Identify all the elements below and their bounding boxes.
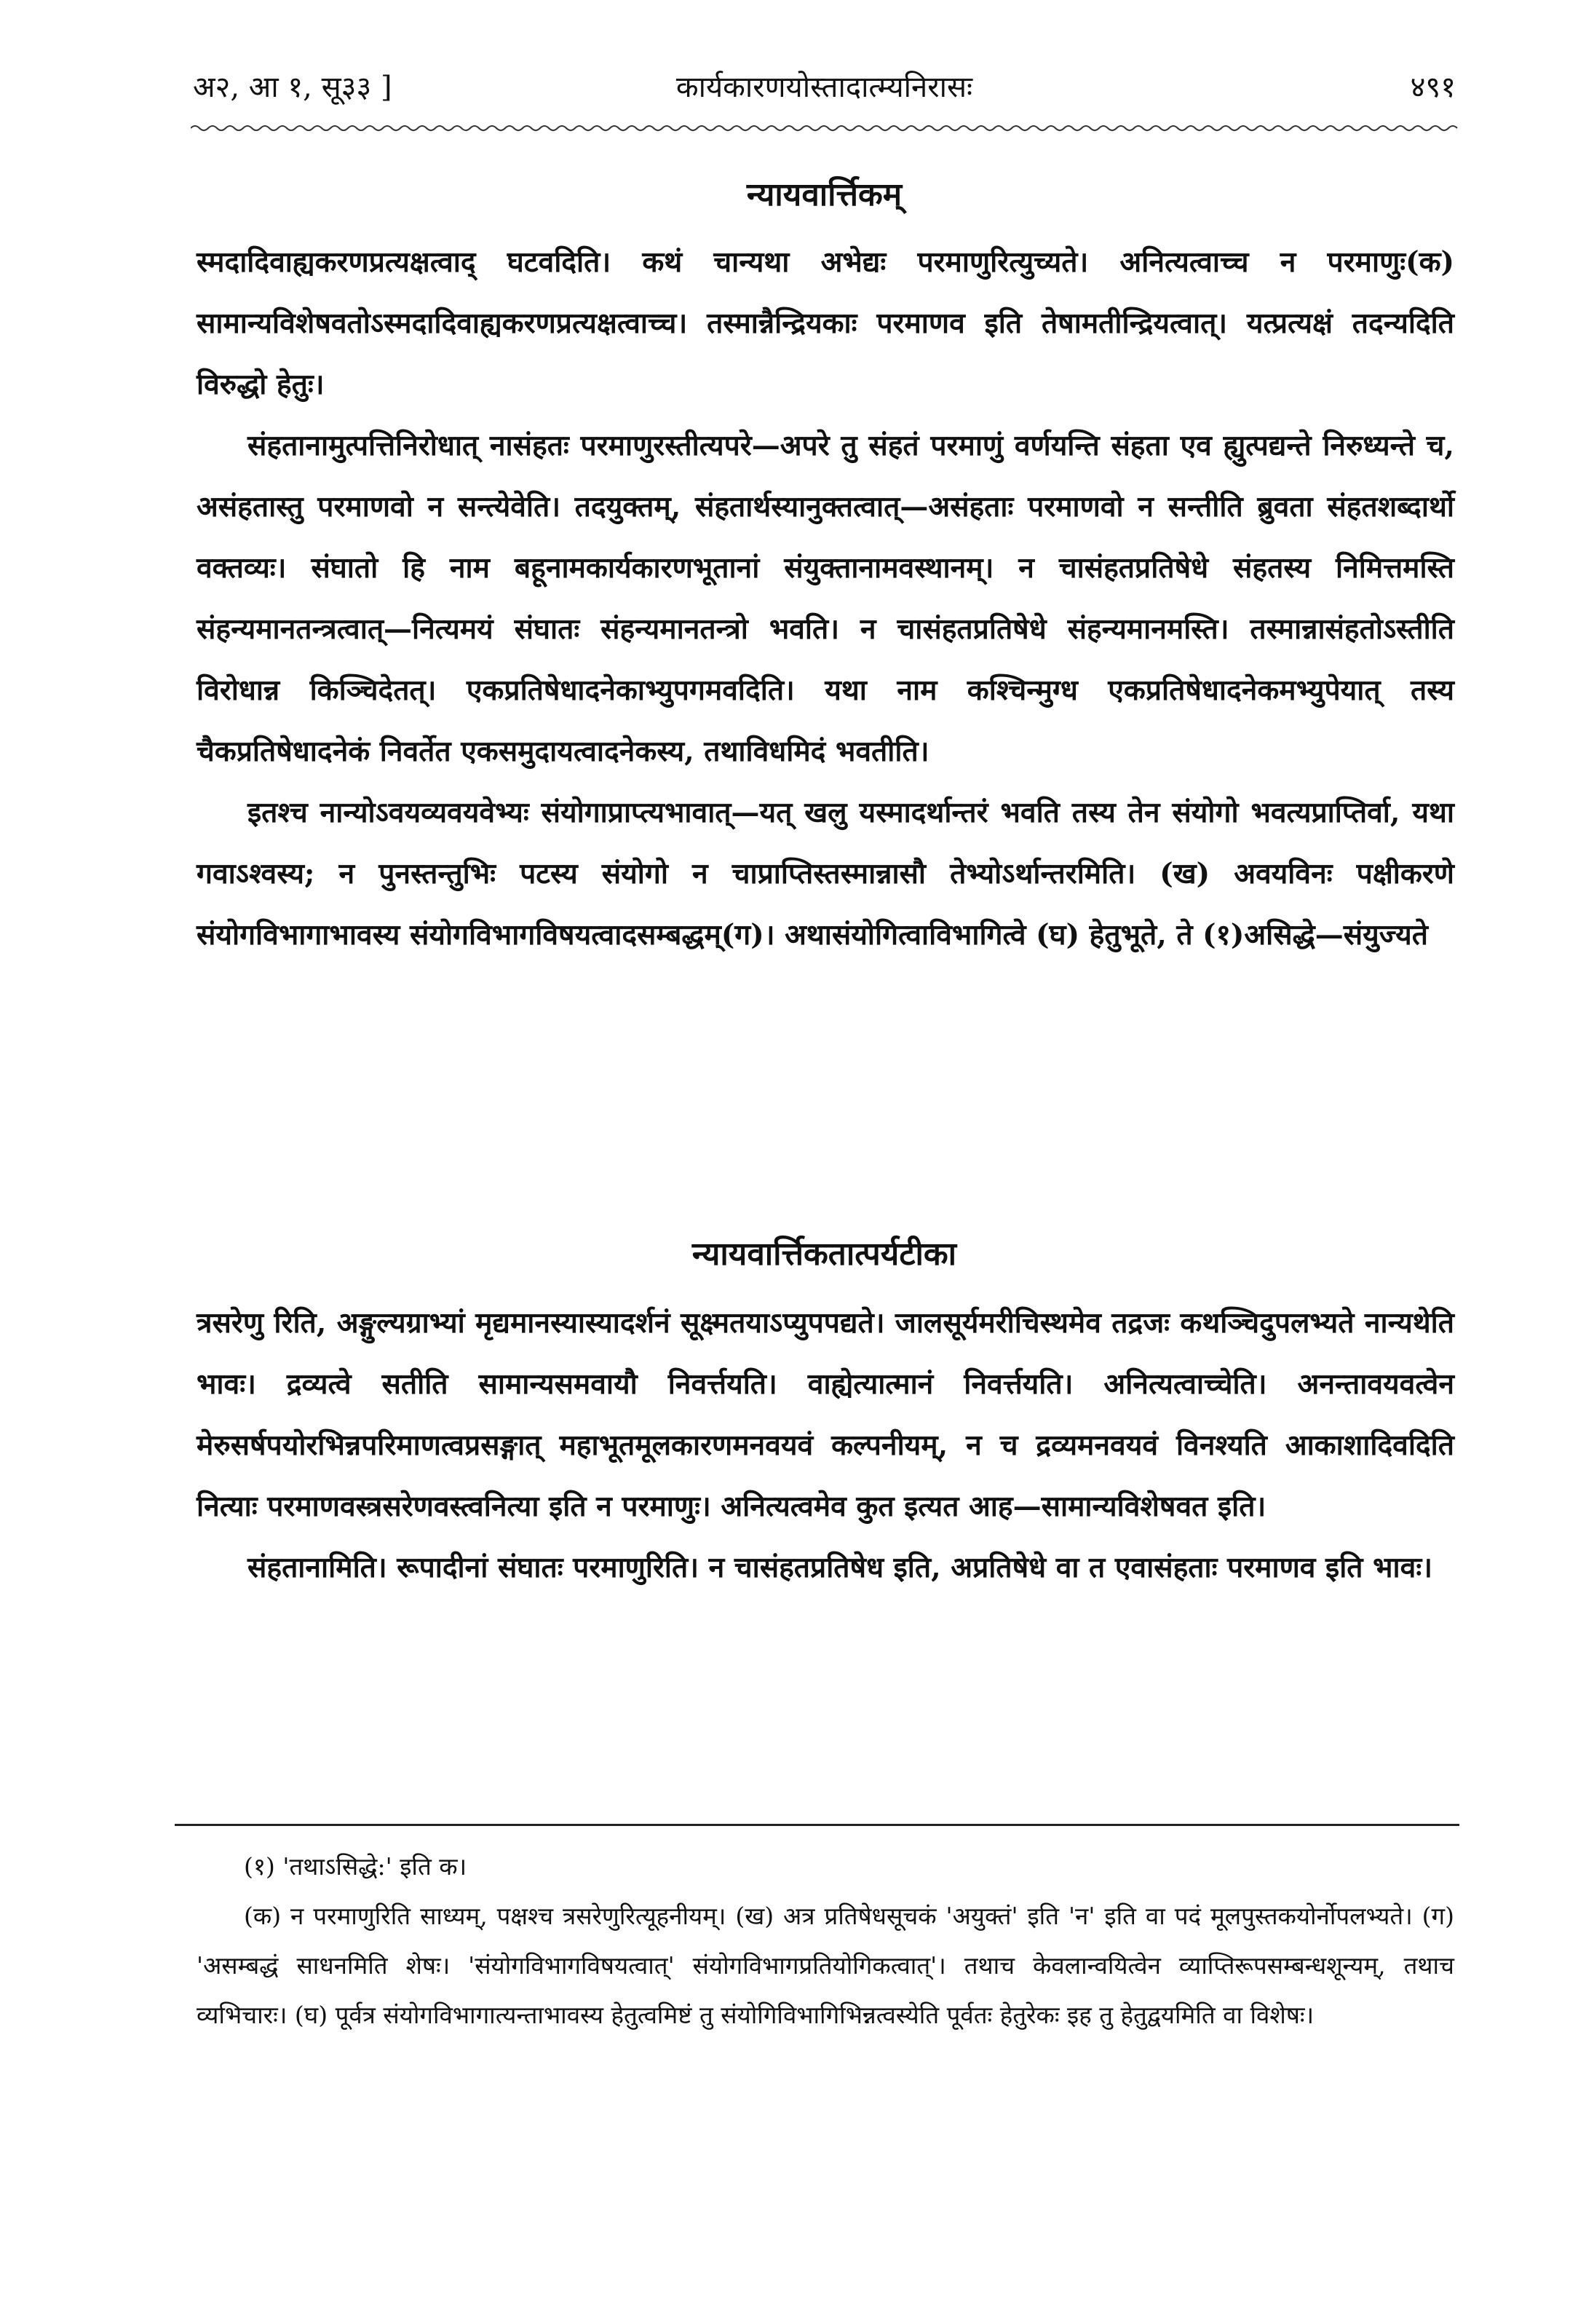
page-header xyxy=(193,66,1456,116)
footnote-separator xyxy=(175,1824,1459,1826)
tatparyatika-text xyxy=(197,1292,1454,1598)
paragraph: संहतानामुत्पत्तिनिरोधात् नासंहतः परमाणुरस्तीत्यपरे—अपरे तु संहतं परमाणुं वर्णयन्ति संहता एव ह्युत्पद्यन्ते निरुध्यन्ते च, असंहतास्तु परमाणवो न सन्त्येवेति। तदयुक्तम्, संहतार्थस्यानुक्तत्वात्—असंहताः परमाणवो न सन्तीति ब्रुवता संहतशब्दार्थो वक्तव्यः। संघातो हि नाम बहूनामकार्यकारणभूतानां संयुक्तानामवस्थानम्। न चासंहतप्रतिषेधे संहतस्य निमित्तमस्ति संहन्यमानतन्त्रत्वात्—नित्यमयं संघातः संहन्यमानतन्त्रो भवति। न चासंहतप्रतिषेधे संहन्यमानमस्ति। तस्मान्नासंहतोऽस्तीति विरोधान्न किञ्चिदेतत्। एकप्रतिषेधादनेकाभ्युपगमवदिति। यथा नाम कश्चिन्मुग्ध एकप्रतिषेधादनेकमभ्युपेयात् तस्य चैकप्रतिषेधादनेकं निवर्तेत एकसमुदायत्वादनेकस्य, तथाविधमिदं भवतीति। xyxy=(197,429,1454,768)
chapter-reference: अ२, आ १, सू३३ ] xyxy=(193,71,392,104)
section-heading-tatparyatika: न्यायवार्त्तिकतात्पर्यटीका xyxy=(691,1236,957,1273)
footnote: (क) न परमाणुरिति साध्यम्, पक्षश्च त्रसरेणुरित्यूहनीयम्। (ख) अत्र प्रतिषेधसूचकं 'अयुक्तं' इति 'न' इति वा पदं मूलपुस्तकयोर्नोपलभ्यते। (ग) 'असम्बद्धं साधनमिति शेषः। 'संयोगविभागविषयत्वात्' संयोगविभागप्रतियोगिकत्वात्'। तथाच केवलान्वयित्वेन व्याप्तिरूपसम्बन्धशून्यम्, तथाच व्यभिचारः। (घ) पूर्वत्र संयोगविभागात्यन्ताभावस्य हेतुत्वमिष्टं तु संयोगिविभागिभिन्नत्वस्येति पूर्वतः हेतुरेकः इह तु हेतुद्वयमिति वा विशेषः। xyxy=(197,1902,1454,2029)
page-number: ४९१ xyxy=(1410,71,1456,104)
section-heading-nyayavarttika: न्यायवार्त्तिकम् xyxy=(746,176,903,213)
paragraph: इतश्च नान्योऽवयव्यवयवेभ्यः संयोगाप्राप्त्यभावात्—यत् खलु यस्मादर्थान्तरं भवति तस्य तेन संयोगो भवत्यप्राप्तिर्वा, यथा गवाऽश्वस्य; न पुनस्तन्तुभिः पटस्य संयोगो न चाप्राप्तिस्तस्मान्नासौ तेभ्योऽर्थान्तरमिति। (ख) अवयविनः पक्षीकरणे संयोगविभागाभावस्य संयोगविभागविषयत्वादसम्बद्धम्(ग)। अथासंयोगित्वाविभागित्वे (घ) हेतुभूते, ते (१)असिद्धे—संयुज्यते xyxy=(197,796,1454,952)
paragraph: संहतानामिति। रूपादीनां संघातः परमाणुरिति। न चासंहतप्रतिषेध इति, अप्रतिषेधे वा त एवासंहताः परमाणव इति भावः। xyxy=(247,1551,1432,1584)
header-wavy-rule xyxy=(191,122,1459,134)
paragraph: त्रसरेणु रिति, अङ्गुल्यग्राभ्यां मृद्यमानस्यास्यादर्शनं सूक्ष्मतयाऽप्युपपद्यते। जालसूर्यमरीचिस्थमेव तद्रजः कथञ्चिदुपलभ्यते नान्यथेति भावः। द्रव्यत्वे सतीति सामान्यसमवायौ निवर्त्तयति। वाह्येत्यात्मानं निवर्त्तयति। अनित्यत्वाच्चेति। अनन्तावयवत्वेन मेरुसर्षपयोरभिन्नपरिमाणत्वप्रसङ्गात् महाभूतमूलकारणमनवयवं कल्पनीयम्, न च द्रव्यमनवयवं विनश्यति आकाशादिवदिति नित्याः परमाणवस्त्रसरेणवस्त्वनित्या इति न परमाणुः। अनित्यत्वमेव कुत इत्यत आह—सामान्यविशेषवत इति। xyxy=(197,1306,1454,1523)
paragraph: स्मदादिवाह्यकरणप्रत्यक्षत्वाद् घटवदिति। कथं चान्यथा अभेद्यः परमाणुरित्युच्यते। अनित्यत्वाच्च न परमाणुः(क) सामान्यविशेषवतोऽस्मदादिवाह्यकरणप्रत्यक्षत्वाच्च। तस्मान्नैन्द्रियकाः परमाणव इति तेषामतीन्द्रियत्वात्। यत्प्रत्यक्षं तदन्यदिति विरुद्धो हेतुः। xyxy=(197,245,1454,401)
footnotes xyxy=(197,1842,1454,2040)
running-title: कार्यकारणयोस्तादात्म्यनिरासः xyxy=(675,71,973,104)
footnote: (१) 'तथाऽसिद्धे:' इति क। xyxy=(244,1852,467,1881)
nyayavarttika-text xyxy=(197,232,1454,965)
